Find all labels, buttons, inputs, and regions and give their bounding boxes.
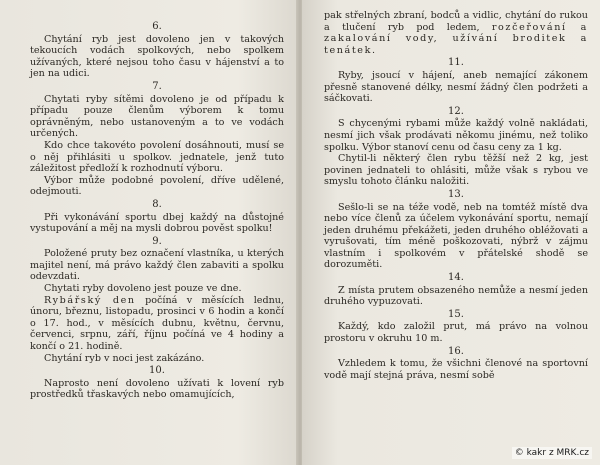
article-number: 6. [152,21,162,32]
article-number: 7. [152,80,162,92]
paragraph-text: počíná v měsících lednu, únoru, březnu, listopadu, prosinci v 6 hodin a končí o 17. hod., v měsících dubnu, květnu, červnu, červenci, srpnu, září, říjnu počíná ve 4 hodiny a končí o 21. hodině. [30,294,285,353]
right-page [302,0,600,465]
article-number: 16. [448,345,464,357]
article-paragraph: Položené pruty bez označení vlastníka, u kterých majitel není, má právo každý člen zabaviti a spolku odevzdati. [30,248,284,283]
article-paragraph: Výbor může podobné povolení, dříve udělené, odejmouti. [30,174,284,198]
article-paragraph: Chytil-li některý člen rybu těžší než 2 kg, jest povinen jednateli to ohlásiti, může však s rybou ve smyslu tohoto článku naložiti. [324,153,588,188]
article-paragraph: Chytání ryb jest dovoleno jen v takových tekoucích vodách spolkových, nebo spolkem užívaných, které nejsou toho času v hájenství a to jen na udici. [30,33,284,80]
article-number: 12. [448,105,464,117]
article-paragraph: Chytati ryby sítěmi dovoleno je od případu k případu pouze členům výborem k tomu oprávněným, nebo ustanoveným a to ve vodách určených. [30,93,284,140]
article-number: 14. [448,272,464,284]
intro-spaced-text: rozčeřování a zakalování vody, užívání broditek a tenátek [324,21,588,56]
article-number: 15. [448,308,464,320]
article-number: 13. [448,188,464,200]
article-number: 9. [152,235,162,247]
article-paragraph: Při vykonávání sportu dbej každý na důstojné vystupování a měj na mysli dobrou pověst spolku! [30,211,284,235]
article-paragraph: Naprosto není dovoleno užívati k lovení ryb prostředků třaskavých nebo omamujících, [30,377,284,401]
article-paragraph [30,295,284,353]
article-number: 11. [448,57,464,69]
continued-paragraph [324,10,588,56]
article-paragraph: Z místa prutem obsazeného nemůže a nesmí jeden druhého vypuzovati. [324,284,588,308]
article-paragraph: Chytati ryby dovoleno jest pouze ve dne. [44,283,242,295]
spaced-term: Rybářský den [44,294,136,306]
left-page [0,0,298,465]
intro-text: pak střelných zbraní, bodců a vidlic, chytání do rukou a tlučení ryb pod ledem, [324,10,588,33]
right-column [324,10,588,381]
intro-end: . [371,44,376,56]
article-paragraph: Sešlo-li se na téže vodě, neb na tomtéž místě dva nebo více členů za účelem vykonávání sportu, nemají jeden druhému překážeti, jeden druhého obléžovati a vyrušovati, tím méně poškozovati, nýbrž v zájmu vlastním i spolkovém v přátelské shodě se dorozuměti. [324,201,588,271]
article-paragraph: Vzhledem k tomu, že všichni členové na sportovní vodě mají stejná práva, nesmí sobě [324,358,588,381]
article-paragraph: Každý, kdo založil prut, má právo na volnou prostoru v okruhu 10 m. [324,321,588,345]
article-paragraph: S chycenými rybami může každý volně nakládati, nesmí jich však prodávati někomu jinému, než toliko spolku. Výbor stanoví cenu od času ceny za 1 kg. [324,118,588,153]
left-column [30,20,284,401]
article-paragraph: Ryby, jsoucí v hájení, aneb nemající zákonem přesně stanovené délky, nesmí žádný člen podržeti a sáčkovati. [324,69,588,105]
article-paragraph: Kdo chce takovéto povolení dosáhnouti, musí se o něj přihlásiti u spolkov. jednatele, jenž tuto záležitost předloží k rozhodnutí výboru. [30,139,284,175]
article-number: 8. [152,198,162,210]
watermark: © kakr z MRK.cz [512,447,592,459]
article-number: 10. [149,365,165,377]
article-paragraph: Chytání ryb v noci jest zakázáno. [44,352,205,364]
